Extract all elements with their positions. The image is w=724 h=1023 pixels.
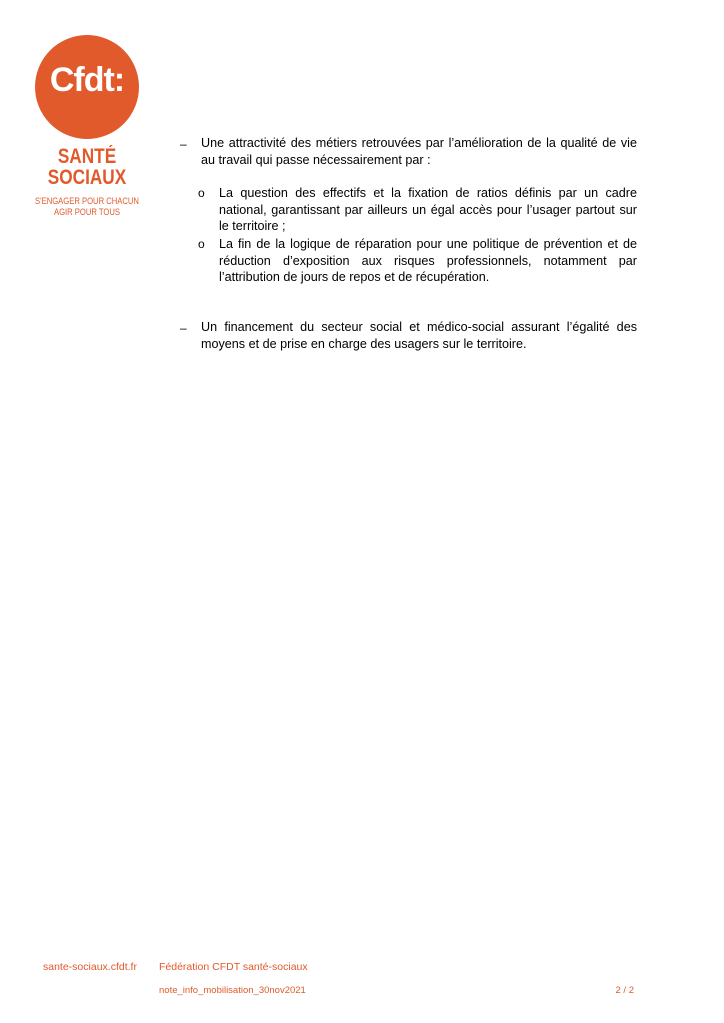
item1-text: Une attractivité des métiers retrouvées par l’amélioration de la qualité de vie au travail qui passe nécessairement par : [201, 136, 637, 167]
subitem1-text: La question des effectifs et la fixation de ratios définis par un cadre national, garantissant par ailleurs un égal accès pour l’usager partout sur le territoire ; [219, 186, 637, 233]
item2-text: Un financement du secteur social et médico-social assurant l’égalité des moyens et de prise en charge des usagers sur le territoire. [201, 320, 637, 351]
logo-tagline-line1: S'ENGAGER POUR CHACUN [35, 196, 139, 206]
footer-page-number: 2 / 2 [615, 985, 634, 996]
footer-federation: Fédération CFDT santé-sociaux [159, 961, 308, 973]
sub-bullet: o [198, 237, 205, 251]
sub-bullet: o [198, 186, 205, 200]
list-dash: – [180, 137, 187, 151]
logo-mark: Cfdt: [49, 61, 125, 99]
logo-title-line2: SOCIAUX [47, 166, 127, 189]
footer-website-link[interactable]: sante-sociaux.cfdt.fr [43, 961, 137, 973]
list-dash: – [180, 321, 187, 335]
logo-tagline-line2: AGIR POUR TOUS [53, 207, 121, 217]
footer-reference: note_info_mobilisation_30nov2021 [159, 985, 306, 996]
subitem2-text: La fin de la logique de réparation pour une politique de prévention et de réduction d’exposition aux risques professionnels, notamment par l’attribution de jours de repos et de récupération. [219, 237, 637, 284]
cfdt-logo [0, 0, 170, 230]
logo-title-line1: SANTÉ [57, 145, 117, 168]
